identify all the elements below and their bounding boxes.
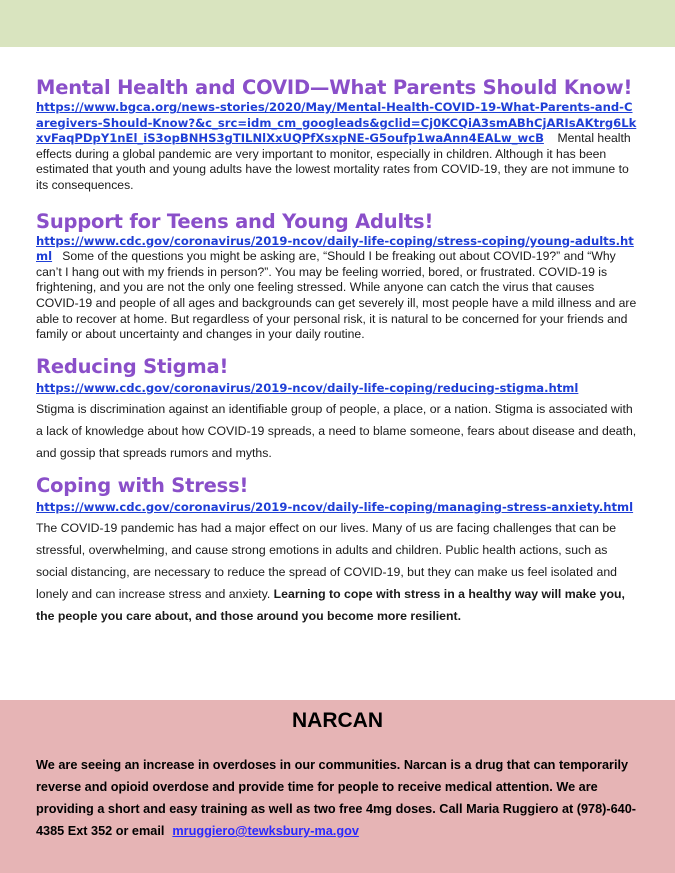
section-stigma bbox=[36, 355, 640, 464]
narcan-email-link[interactable]: mruggiero@tewksbury-ma.gov bbox=[172, 824, 359, 838]
narcan-text: We are seeing an increase in overdoses in our communities. Narcan is a drug that can temporarily reverse and opioid overdose and provide time for people to receive medical attention. We are providing a short and easy training as well as two free 4mg doses. Call Maria Ruggiero at (978)-640-4385 Ext 352 or email bbox=[36, 758, 637, 838]
section-text: Some of the questions you might be asking are, “Should I be freaking out about COVID-19?” and “Why can’t I hang out with my friends in person?”. You may be feeling worried, bored, or frustrated. COVID-19 is frightening, and you are not the only one feeling stressed. While anyone can catch the virus that causes COVID-19 and people of all ages and backgrounds can get severely ill, most people have a mild illness and are able to recover at home. But regardless of your personal risk, it is natural to be concerned for your friends and family or about uncertainty and changes in your daily routine. bbox=[36, 249, 637, 342]
section-body bbox=[36, 517, 640, 627]
article-content bbox=[36, 76, 640, 627]
top-color-band bbox=[0, 0, 675, 47]
section-mental-health bbox=[36, 76, 640, 194]
section-text: Mental health effects during a global pandemic are very important to monitor, especially in children. Although it has been estimated that youth and young adults have the lowest mortality rates from COVID-19, they are not immune to its consequences. bbox=[36, 131, 631, 192]
section-stress bbox=[36, 474, 640, 627]
narcan-title: NARCAN bbox=[292, 709, 383, 732]
section-title: Support for Teens and Young Adults! bbox=[36, 209, 434, 233]
section-title: Reducing Stigma! bbox=[36, 354, 229, 378]
section-text: Stigma is discrimination against an identifiable group of people, a place, or a nation. Stigma is associated with a lack of knowledge about how COVID-19 spreads, a need to blame someone, fears about disease and death, and gossip that spreads rumors and myths. bbox=[36, 401, 637, 460]
resource-link[interactable]: https://www.bgca.org/news-stories/2020/May/Mental-Health-COVID-19-What-Parents-and-Caregivers-Should-Know?&c_src=idm_cm_googleads&gclid=Cj0KCQiA3smABhCjARIsAKtrg6LkxvFaqPDpY1nEl_iS3opBNHS3gTILNlXxUQPfXsxpNE-G5oufp1waAnn4EALw_wcB bbox=[36, 100, 637, 146]
section-teens bbox=[36, 210, 640, 343]
section-title: Coping with Stress! bbox=[36, 473, 249, 497]
section-text: The COVID-19 pandemic has had a major effect on our lives. Many of us are facing challenges that can be stressful, overwhelming, and cause strong emotions in adults and children. Public health actions, such as social distancing, are necessary to reduce the spread of COVID-19, but they can make us feel isolated and lonely and can increase stress and anxiety. bbox=[36, 520, 618, 601]
resource-link[interactable]: https://www.cdc.gov/coronavirus/2019-ncov/daily-life-coping/managing-stress-anxiety.html bbox=[36, 499, 634, 514]
section-body bbox=[36, 234, 640, 343]
section-body bbox=[36, 100, 640, 194]
section-bold-text: Learning to cope with stress in a healthy way will make you, the people you care about, and those around you become more resilient. bbox=[36, 586, 625, 623]
resource-link[interactable]: https://www.cdc.gov/coronavirus/2019-ncov/daily-life-coping/stress-coping/young-adults.html bbox=[36, 233, 634, 264]
narcan-body bbox=[36, 754, 646, 842]
section-title: Mental Health and COVID—What Parents Should Know! bbox=[36, 76, 633, 99]
resource-link[interactable]: https://www.cdc.gov/coronavirus/2019-ncov/daily-life-coping/reducing-stigma.html bbox=[36, 380, 579, 395]
